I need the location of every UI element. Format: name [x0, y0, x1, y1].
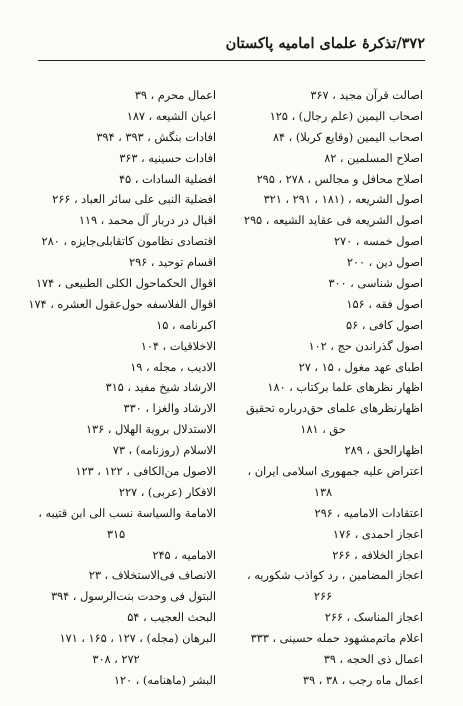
- running-head-title: ۳۷۲/تذکرهٔ علمای امامیه پاکستان: [225, 34, 425, 52]
- index-entry: ۲۶۶: [313, 590, 333, 604]
- index-entry: اقوال الحکماحول الکلی الطبیعی ، ۱۷۴: [35, 277, 216, 291]
- index-entry: الاخلاقیات ، ۱۰۴: [140, 339, 216, 353]
- index-entry: اصحاب الیمین (علم رجال) ، ۱۲۵: [269, 109, 423, 123]
- index-entry: اصول فقه ، ۱۵۶: [346, 297, 423, 311]
- index-entry: اصول دین ، ۲۰۰: [346, 256, 423, 270]
- index-entry: اعتقادات الامامیه ، ۲۹۶: [314, 506, 423, 520]
- index-entry: افضلیة السادات ، ۴۵: [118, 172, 216, 186]
- index-entry: اعمال ذی الحجه ، ۳۹: [323, 653, 423, 667]
- index-entry: اصالت قرآن مجید ، ۳۶۷: [310, 89, 423, 102]
- index-entry: البحث العجیب ، ۵۴: [127, 611, 216, 625]
- index-entry: الاستدلال برویة الهلال ، ۱۳۶: [85, 423, 216, 437]
- index-entry: الافکار (عربی) ، ۲۲۷: [118, 485, 216, 499]
- index-entry: اقسام توحید ، ۲۹۶: [129, 256, 216, 270]
- index-entry: اصول کافی ، ۵۶: [346, 318, 423, 332]
- index-entry: البرهان (مجله) ، ۱۲۷ ، ۱۶۵ ، ۱۷۱: [59, 632, 216, 646]
- index-entry: حق ، ۱۸۱: [300, 423, 346, 437]
- index-entry: اعجاز المناسک ، ۲۶۶: [324, 611, 423, 625]
- index-entry: اصحاب الیمین (وقایع کربلا) ، ۸۴: [272, 130, 423, 144]
- index-entry: اکبرنامه ، ۱۵: [156, 318, 216, 332]
- index-entry: افضلیة النبی علی سائر العباد ، ۲۶۶: [52, 193, 216, 207]
- index-entry: اصول گذراندن حج ، ۱۰۲: [308, 339, 423, 353]
- index-entry: اعلام ماتم‌مشهود حمله حسینی ، ۳۳۳: [250, 632, 423, 646]
- index-entry: اصول الشریعه فی عقاید الشیعه ، ۲۹۵: [243, 214, 423, 228]
- index-entry: اظهار نظرهای علما برکتاب ، ۱۸۰: [267, 381, 423, 395]
- index-entry: ۳۱۵: [106, 527, 126, 541]
- index-entry: اقتصادی نظامون کاتقابلی‌جایزه ، ۲۸۰: [41, 235, 216, 249]
- index-entry: اصلاح المسلمین ، ۸۲: [324, 151, 423, 165]
- index-entry: ۲۷۲ ، ۳۰۸: [92, 653, 140, 667]
- index-entry: اصول خمسه ، ۲۷۰: [333, 235, 423, 249]
- index-entry: الادیب ، مجله ، ۱۹: [130, 360, 216, 374]
- index-entry: اظهارالحق ، ۲۸۹: [344, 444, 423, 458]
- index-entry: الارشاد والغزا ، ۳۳۰: [123, 402, 216, 416]
- index-entry: افادات حسینیه ، ۳۶۳: [119, 151, 216, 165]
- index-column-left: [16, 86, 216, 692]
- index-entry: اعیان الشیعه ، ۱۸۷: [126, 109, 216, 123]
- index-entry: اظهارنظرهای علمای حق‌درباره تحقیق: [245, 402, 423, 416]
- index-entry: اعتراض علیه جمهوری اسلامی ایران ،: [247, 465, 423, 479]
- index-entry: الاصول من‌الکافی ، ۱۲۲ ، ۱۲۳: [75, 465, 216, 479]
- index-entry: اعمال محرم ، ۳۹: [134, 89, 216, 102]
- index-entry: اصول شناسی ، ۳۰۰: [328, 277, 423, 291]
- index-entry: اطبای عهد مغول ، ۱۵ ، ۲۷: [298, 360, 423, 374]
- index-entry: الانصاف فی‌الاستخلاف ، ۲۳: [88, 569, 216, 583]
- index-entry: اعجاز المضامین ، رد کواذب شکوریه ،: [246, 569, 423, 583]
- index-entry: اصلاح محافل و مجالس ، ۲۷۸ ، ۲۹۵: [256, 172, 423, 186]
- index-entry: البتول فی وحدت بنت‌الرسول ، ۳۹۴: [50, 590, 216, 604]
- header-rule: [38, 60, 425, 61]
- index-entry: الاسلام (روزنامه) ، ۷۳: [112, 444, 216, 458]
- index-entry: اعجاز احمدی ، ۱۷۶: [332, 527, 423, 541]
- index-entry: اعجاز الخلافه ، ۲۶۶: [332, 548, 423, 562]
- index-entry: اصول الشریعه ، (۱۸۱ ، ۲۹۱ ، ۳۲۱: [263, 193, 423, 207]
- index-entry: الامامة والسیاسة نسب الی ابن قتیبه ،: [38, 506, 216, 520]
- index-entry: اقبال در دربار آل محمد ، ۱۱۹: [78, 214, 216, 228]
- index-entry: اعمال ماه رجب ، ۳۸ ، ۳۹: [302, 673, 423, 687]
- index-column-right: [223, 86, 423, 692]
- index-entry: الامامیه ، ۲۴۵: [152, 548, 216, 562]
- index-entry: الارشاد شیخ مفید ، ۳۱۵: [105, 381, 216, 395]
- index-entry: البشر (ماهنامه) ، ۱۲۰: [113, 673, 216, 687]
- index-entry: افادات بنگش ، ۳۹۳ ، ۳۹۴: [96, 130, 216, 144]
- page-header: [38, 30, 425, 56]
- index-entry: ۱۳۸: [313, 485, 333, 499]
- index-entry: اقوال الفلاسفه حول‌عقول العشره ، ۱۷۴: [28, 297, 216, 311]
